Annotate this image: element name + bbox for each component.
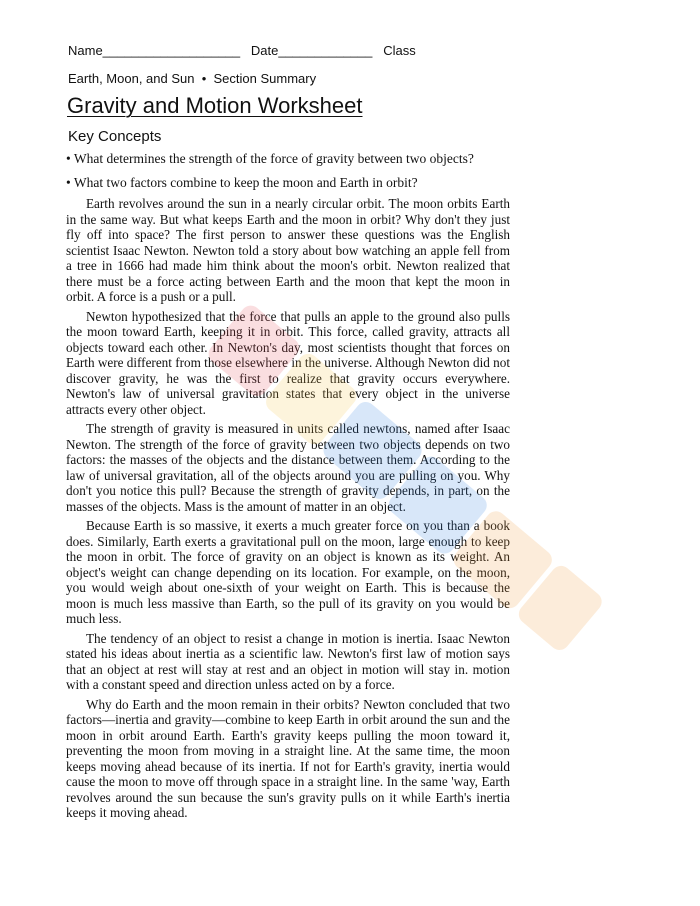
class-label[interactable]: Class: [383, 43, 416, 58]
paragraph: The tendency of an object to resist a change in motion is inertia. Isaac Newton stated his ideas about inertia as a scientific law. Newton's first law of motion says that an object at rest will stay at rest and an object in motion will stay in. motion with a constant speed and direction unless acted on by a force.: [66, 630, 510, 692]
paragraph: Why do Earth and the moon remain in their orbits? Newton concluded that two factors—inertia and gravity—combine to keep Earth in orbit around the sun and the moon in orbit around Earth. Earth's gravity keeps pulling the moon toward it, preventing the moon from moving in a straight line. At the same time, the moon keeps moving ahead because of its inertia. If not for Earth's gravity, inertia would cause the moon to move off through space in a straight line. In the same 'way, Earth revolves around the sun because the sun's gravity pulls on it while Earth's inertia keeps it moving ahead.: [66, 696, 510, 820]
key-concept-item: • What determines the strength of the force of gravity between two objects?: [66, 151, 474, 166]
paragraph: Because Earth is so massive, it exerts a much greater force on you than a book does. Similarly, Earth exerts a gravitational pull on the moon, large enough to keep the moon in orbit. The force of gravity on an object is known as its weight. An object's weight can change depending on its location. For example, on the moon, you would weigh about one-sixth of your weight on Earth. This is because the moon is much less massive than Earth, so the pull of its gravity on you would be much less.: [66, 518, 510, 626]
summary-body: [66, 196, 510, 825]
section-name: Section Summary: [213, 71, 317, 86]
student-info-header: [68, 43, 416, 58]
watermark-block-orange: [515, 562, 606, 654]
bullet-separator: •: [201, 71, 207, 86]
name-field[interactable]: Name___________________: [68, 43, 241, 58]
section-subtitle: [68, 71, 316, 86]
key-concepts-heading: Key Concepts: [68, 128, 162, 145]
paragraph: Earth revolves around the sun in a nearly circular orbit. The moon orbits Earth in the same way. But what keeps Earth and the moon in orbit? Why don't they just fly off into space? The first person to answer these questions was the English scientist Isaac Newton. Newton told a story about bow watching an apple fell from a tree in 1666 had made him think about the moon's orbit. Newton realized that there must be a force acting between Earth and the moon that kept the moon in orbit. A force is a push or a pull.: [66, 196, 510, 304]
paragraph: Newton hypothesized that the force that pulls an apple to the ground also pulls the moon toward Earth, keeping it in orbit. This force, called gravity, attracts all objects toward each other. In Newton's day, most scientists thought that forces on Earth were different from those elsewhere in the universe. Although Newton did not discover gravity, he was the first to realize that gravity occurs everywhere. Newton's law of universal gravitation states that every object in the universe attracts every other object.: [66, 308, 510, 417]
paragraph: The strength of gravity is measured in units called newtons, named after Isaac Newton. The strength of the force of gravity between two objects depends on two factors: the masses of the objects and the distance between them. According to the law of universal gravitation, all of the objects around you are pulling on you. Why don't you notice this pull? Because the strength of gravity depends, in part, on the masses of the objects. Mass is the amount of matter in an object.: [66, 421, 510, 514]
date-field[interactable]: Date_____________: [250, 43, 373, 58]
key-concepts-list: [66, 150, 646, 197]
page-title: Gravity and Motion Worksheet: [67, 93, 363, 118]
unit-name: Earth, Moon, and Sun: [68, 71, 195, 86]
key-concept-item: • What two factors combine to keep the moon and Earth in orbit?: [66, 174, 418, 190]
